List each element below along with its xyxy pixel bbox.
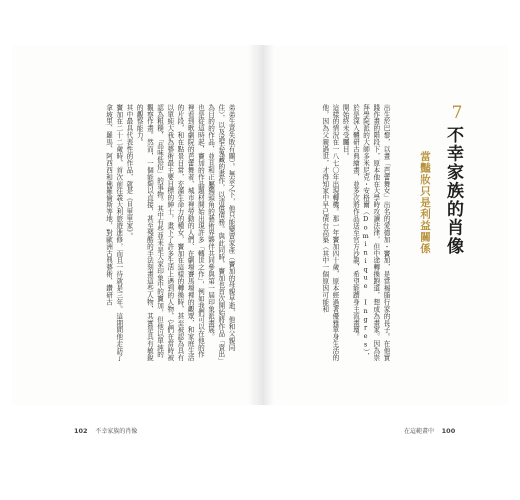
paragraph: 開始終未受矚目。	[341, 104, 350, 160]
gutter-shadow	[264, 45, 274, 405]
paragraph: 竇加在二十二歲時，首次前往義大利旅遊進修，而且一待就是三年。這期間他走訪了拿坡里、羅馬、阿西西和佛羅倫斯等地，對歐洲古典藝術、鑽研古	[104, 104, 123, 362]
paragraph: 也是從這時起，竇加的作品題材開始出現許多「轉世之作」，例如我們可以在他的作裡看到歌劇院的芭蕾舞者、城市裡勞動的人們、在劇場賽馬場裡的觀眾，和家庭生活的片段，和在點景目常，充滿生命力的種女，竇加在這樣的轉換時，甚至被認為具有以單純大我為藝術最主要目標的紳士，畫下了許多生活上遇到的人物，它們在當時被認為粗糙，「品味低俗」的事物。其中有些並未是大家印象中的竇加，但他以單純的觀察作畫。然而，一個能夠以直接，甚至殘酷的手法刻畫這些人物，其實是具有敏銳的觀察能力。	[135, 104, 205, 362]
right-page-body	[284, 104, 391, 362]
chapter-title: 不幸家族的肖像	[443, 126, 463, 256]
running-head: 在這範畫中	[404, 428, 435, 435]
paragraph: 其中最具代表性的作品，就是《貝里里家》。	[124, 104, 133, 240]
left-folio	[74, 426, 137, 435]
chapter-number: 7	[451, 103, 463, 123]
paragraph: 出生於巴黎，以畫「芭蕾舞女」出名的愛德加・竇加，是當褐脂行家的長子。在他實踐作畫的階段下，原本他在大學時攻讀法律，但中途轉換跑道，想成為畫家。因為崇拜學院派的大師多米尼克・安格爾（Dominique Ingres），於是深入體研古典繪畫，並多次將作品送至官方沙龍，希望能躋身主流畫壇。	[351, 104, 390, 362]
paragraph: 弟弟生意失敗有關）。無奈之下，他只能變賣家產（竇加的母親早逝，他和父親同住），以及過去蒐藏的畫作，以清償債務。與此同時，竇加也首次開始將作品「賣出」為目的的作品，並且和正屬獨頭角的藝術界夥伴共同參與第一屆印象派畫展。	[206, 104, 235, 362]
paragraph: 這樣的情況在一八七〇年出現轉機。那一年竇加四十歲，原本經過著優雅單身生活的他，因為父親過世，才得知家中早已債台高築（其中一個原因可能和	[320, 104, 339, 362]
left-page-body	[38, 104, 236, 362]
gutter-shadow	[248, 45, 264, 405]
page-number: 102	[74, 427, 88, 435]
page-number: 100	[441, 427, 456, 435]
chapter-subtitle: 當豔妝只是利益關係	[419, 151, 431, 255]
running-head: 不幸家族的肖像	[95, 428, 138, 435]
right-folio	[404, 426, 455, 435]
